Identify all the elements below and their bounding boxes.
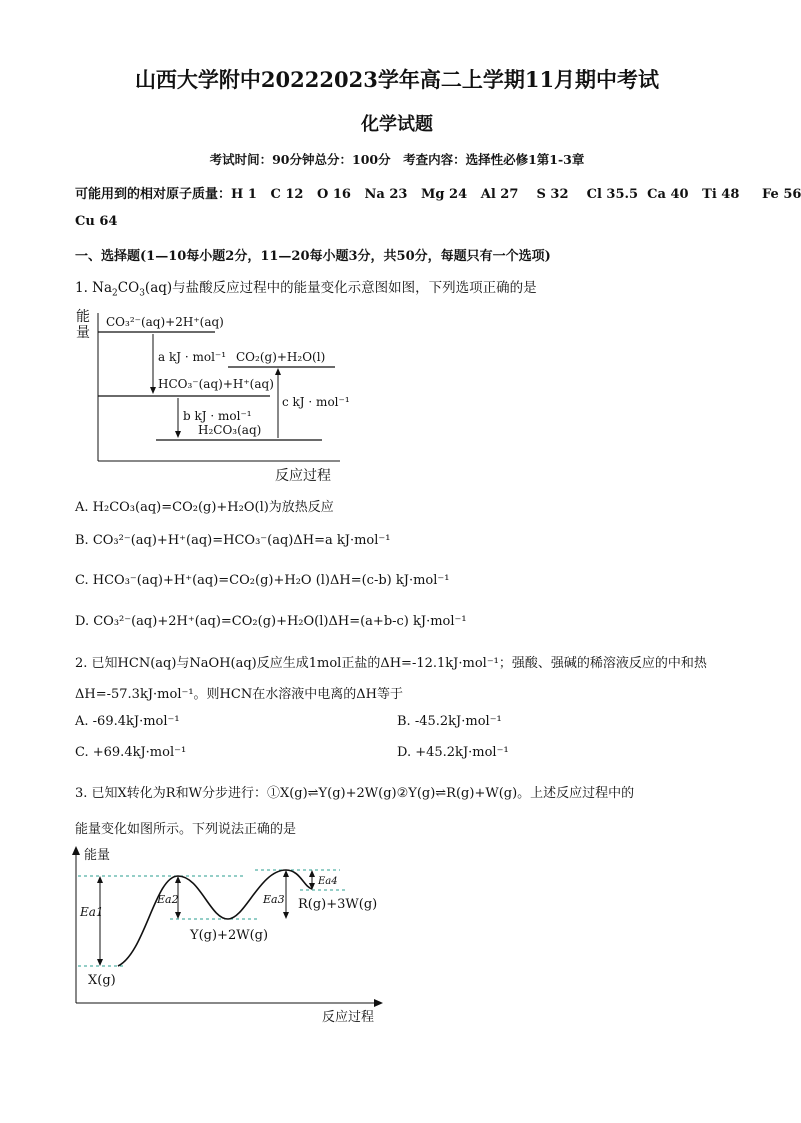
atomic-mass-ca: Ca 40 xyxy=(647,187,689,202)
q1-arrow-b-label: b kJ · mol⁻¹ xyxy=(183,409,252,423)
q3-ylabel: 能量 xyxy=(84,848,111,863)
q3-energy-curve xyxy=(118,870,312,966)
question-3-line1: 3. 已知X转化为R和W分步进行：①X(g)⇌Y(g)+2W(g)②Y(g)⇌R(g)+W(g)。上述反应过程中的 xyxy=(75,786,635,801)
q1-option-b[interactable]: B. CO₃²⁻(aq)+H⁺(aq)=HCO₃⁻(aq)ΔH=a kJ·mol⁻¹ xyxy=(75,533,391,548)
atomic-mass-al: Al 27 xyxy=(480,187,519,202)
q1-option-c[interactable]: C. HCO₃⁻(aq)+H⁺(aq)=CO₂(g)+H₂O (l)ΔH=(c-b) kJ·mol⁻¹ xyxy=(75,573,450,588)
question-2-line1: 2. 已知HCN(aq)与NaOH(aq)反应生成1mol正盐的ΔH=-12.1kJ·mol⁻¹；强酸、强碱的稀溶液反应的中和热 xyxy=(75,656,707,671)
q1-ylabel-2: 量 xyxy=(76,325,90,341)
section-heading: 一、选择题(1—10每小题2分，11—20每小题3分，共50分，每题只有一个选项) xyxy=(75,249,551,264)
q1-arrowhead xyxy=(275,368,281,375)
atomic-mass-mg: Mg 24 xyxy=(421,187,468,202)
atomic-mass-cu: Cu 64 xyxy=(75,214,118,229)
question-1-stem xyxy=(75,276,537,299)
q3-arrowhead xyxy=(97,959,103,966)
atomic-mass-fe: Fe 56 xyxy=(762,187,801,202)
exam-subtitle: 化学试题 xyxy=(361,114,433,135)
q1-option-a[interactable]: A. H₂CO₃(aq)=CO₂(g)+H₂O(l)为放热反应 xyxy=(75,500,334,515)
q3-arrowhead xyxy=(283,912,289,919)
q1-xlabel: 反应过程 xyxy=(275,468,331,484)
q2-option-d[interactable]: D. +45.2kJ·mol⁻¹ xyxy=(397,745,509,760)
atomic-mass-ti: Ti 48 xyxy=(702,187,740,202)
q3-x-label: X(g) xyxy=(88,973,116,988)
atomic-mass-na: Na 23 xyxy=(364,187,408,202)
q1-level1-label: CO₃²⁻(aq)+2H⁺(aq) xyxy=(106,315,224,329)
exam-title: 山西大学附中20222023学年高二上学期11月期中考试 xyxy=(134,67,660,92)
atomic-mass-h: H 1 xyxy=(231,187,257,202)
q3-y-label: Y(g)+2W(g) xyxy=(190,928,269,943)
atomic-mass-line xyxy=(75,183,801,202)
q3-xlabel: 反应过程 xyxy=(322,1010,375,1025)
q1-option-d[interactable]: D. CO₃²⁻(aq)+2H⁺(aq)=CO₂(g)+H₂O(l)ΔH=(a+b-c) kJ·mol⁻¹ xyxy=(75,614,467,629)
q2-option-b[interactable]: B. -45.2kJ·mol⁻¹ xyxy=(397,714,502,729)
q3-x-arrowhead xyxy=(374,999,383,1007)
q3-energy-diagram xyxy=(60,843,390,1028)
atomic-mass-o: O 16 xyxy=(317,187,351,202)
q3-arrowhead xyxy=(97,876,103,883)
q3-arrowhead xyxy=(309,870,315,877)
q3-y-arrowhead xyxy=(72,846,80,855)
q1-level2-label: HCO₃⁻(aq)+H⁺(aq) xyxy=(158,377,274,391)
q3-arrowhead xyxy=(175,876,181,883)
q1-arrowhead xyxy=(150,387,156,394)
exam-meta: 考试时间：90分钟总分：100分 考查内容：选择性必修1第1-3章 xyxy=(209,152,585,167)
atomic-mass-c: C 12 xyxy=(270,187,304,202)
q2-option-a[interactable]: A. -69.4kJ·mol⁻¹ xyxy=(75,714,180,729)
q1-ylabel-1: 能 xyxy=(76,309,90,325)
q2-option-c[interactable]: C. +69.4kJ·mol⁻¹ xyxy=(75,745,187,760)
atomic-mass-cl: Cl 35.5 xyxy=(586,187,639,202)
q3-ea3-label: Ea3 xyxy=(263,893,285,906)
q3-ea2-label: Ea2 xyxy=(157,893,179,906)
q3-arrowhead xyxy=(283,870,289,877)
q1-energy-diagram xyxy=(70,303,370,488)
q3-r-label: R(g)+3W(g) xyxy=(298,897,378,912)
q1-arrow-a-label: a kJ · mol⁻¹ xyxy=(158,350,227,364)
question-2-line2: ΔH=-57.3kJ·mol⁻¹。则HCN在水溶液中电离的ΔH等于 xyxy=(75,687,403,702)
q1-stem-part: CO xyxy=(117,280,140,296)
q1-stem-part: (aq)与盐酸反应过程中的能量变化示意图如图，下列选项正确的是 xyxy=(144,280,537,296)
q3-arrowhead xyxy=(309,883,315,890)
q1-stem-part: 1. Na xyxy=(75,280,113,296)
q1-level3-label: CO₂(g)+H₂O(l) xyxy=(236,350,326,364)
atomic-mass-prefix: 可能用到的相对原子质量： xyxy=(75,187,232,202)
q1-sub: 2 xyxy=(112,288,118,299)
q1-level4-label: H₂CO₃(aq) xyxy=(198,423,262,437)
q3-arrowhead xyxy=(175,912,181,919)
q1-arrow-c-label: c kJ · mol⁻¹ xyxy=(282,395,350,409)
q3-ea4-label: Ea4 xyxy=(318,876,338,887)
q1-arrowhead xyxy=(175,431,181,438)
q3-ea1-label: Ea1 xyxy=(80,905,104,919)
atomic-mass-s: S 32 xyxy=(536,187,569,202)
question-3-line2: 能量变化如图所示。下列说法正确的是 xyxy=(75,822,297,837)
q1-sub: 3 xyxy=(139,288,145,299)
